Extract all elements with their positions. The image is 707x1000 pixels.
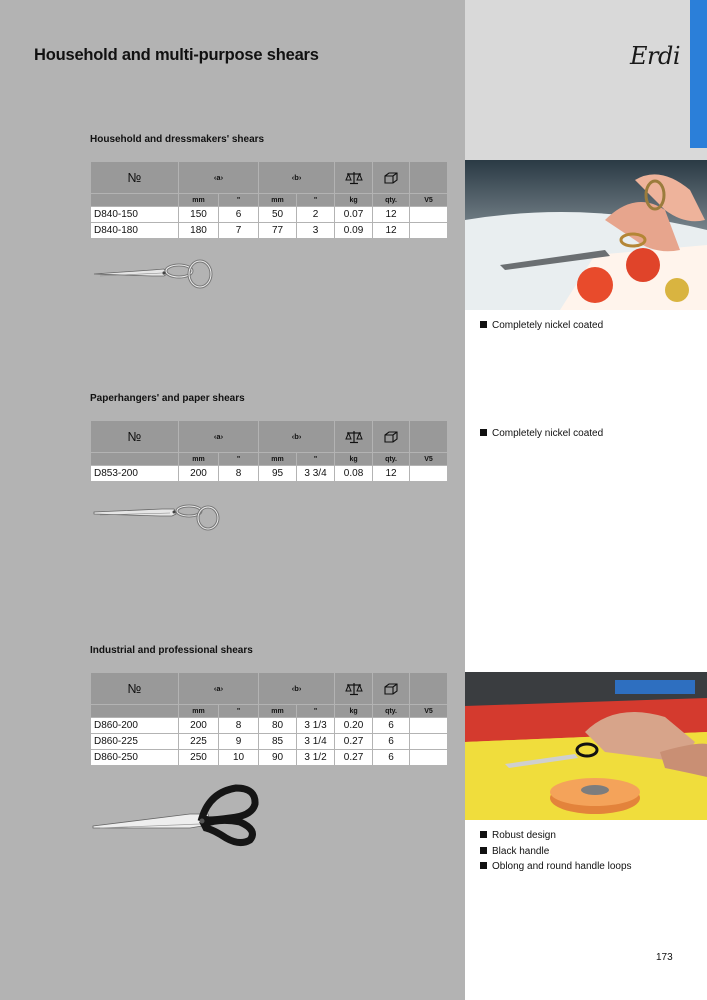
table-row[interactable] <box>91 207 448 223</box>
box-icon <box>373 162 410 194</box>
dimension-b-header: ‹b› <box>259 421 335 453</box>
dimension-a-header: ‹a› <box>179 162 259 194</box>
bullet-icon <box>480 831 487 838</box>
a-inch: 7 <box>219 223 259 239</box>
v5-cell <box>410 734 448 750</box>
b-inch: 3 1/2 <box>297 750 335 766</box>
a-mm: 180 <box>179 223 219 239</box>
brand-logo: Erdi <box>630 42 681 70</box>
scale-icon <box>335 162 373 194</box>
units-blank <box>91 194 179 207</box>
a-inch: 9 <box>219 734 259 750</box>
b-inch: 3 1/4 <box>297 734 335 750</box>
weight-kg: 0.08 <box>335 466 373 482</box>
article-number: D860-250 <box>91 750 179 766</box>
box-icon <box>373 673 410 705</box>
unit-inch: " <box>297 705 335 718</box>
v5-header-blank <box>410 421 448 453</box>
b-mm: 90 <box>259 750 297 766</box>
spec-table <box>90 420 448 482</box>
article-number: D840-180 <box>91 223 179 239</box>
pack-qty: 12 <box>373 223 410 239</box>
v5-cell <box>410 750 448 766</box>
number-header: № <box>91 421 179 453</box>
b-inch: 3 3/4 <box>297 466 335 482</box>
a-mm: 200 <box>179 718 219 734</box>
b-mm: 77 <box>259 223 297 239</box>
b-inch: 3 1/3 <box>297 718 335 734</box>
a-mm: 150 <box>179 207 219 223</box>
table-row[interactable] <box>91 223 448 239</box>
section-title: Paperhangers' and paper shears <box>90 393 245 404</box>
weight-kg: 0.20 <box>335 718 373 734</box>
household-shears-image <box>92 252 217 294</box>
v5-cell <box>410 718 448 734</box>
bullet-icon <box>480 321 487 328</box>
unit-mm: mm <box>179 453 219 466</box>
table-row[interactable] <box>91 466 448 482</box>
table-row[interactable] <box>91 734 448 750</box>
industrial-shears-image <box>90 778 262 848</box>
b-mm: 80 <box>259 718 297 734</box>
page-number: 173 <box>656 952 673 963</box>
units-blank <box>91 453 179 466</box>
section-title: Household and dressmakers' shears <box>90 134 265 145</box>
dimension-a-header: ‹a› <box>179 673 259 705</box>
unit-inch: " <box>297 194 335 207</box>
unit-mm: mm <box>259 453 297 466</box>
box-icon <box>373 421 410 453</box>
unit-mm: mm <box>179 194 219 207</box>
unit-inch: " <box>219 705 259 718</box>
article-number: D860-200 <box>91 718 179 734</box>
b-mm: 95 <box>259 466 297 482</box>
number-header: № <box>91 162 179 194</box>
pack-qty: 6 <box>373 734 410 750</box>
feature-item: Completely nickel coated <box>480 318 603 334</box>
unit-v5: V5 <box>410 453 448 466</box>
dimension-a-header: ‹a› <box>179 421 259 453</box>
product-photo-industrial <box>465 672 707 820</box>
bullet-icon <box>480 429 487 436</box>
unit-mm: mm <box>259 705 297 718</box>
article-number: D860-225 <box>91 734 179 750</box>
feature-list <box>480 426 603 442</box>
article-number: D840-150 <box>91 207 179 223</box>
spec-table <box>90 672 448 766</box>
v5-cell <box>410 207 448 223</box>
feature-list <box>480 828 632 875</box>
b-inch: 2 <box>297 207 335 223</box>
feature-item: Completely nickel coated <box>480 426 603 442</box>
pack-qty: 6 <box>373 718 410 734</box>
weight-kg: 0.27 <box>335 734 373 750</box>
section-title: Industrial and professional shears <box>90 645 253 656</box>
unit-v5: V5 <box>410 705 448 718</box>
b-mm: 50 <box>259 207 297 223</box>
bullet-icon <box>480 847 487 854</box>
spec-table <box>90 161 448 239</box>
b-inch: 3 <box>297 223 335 239</box>
feature-item: Black handle <box>480 844 632 860</box>
header-side-panel <box>465 0 707 160</box>
pack-qty: 12 <box>373 207 410 223</box>
page-title: Household and multi-purpose shears <box>34 46 319 64</box>
a-inch: 6 <box>219 207 259 223</box>
bullet-icon <box>480 862 487 869</box>
scale-icon <box>335 673 373 705</box>
feature-item: Robust design <box>480 828 632 844</box>
a-mm: 200 <box>179 466 219 482</box>
unit-kg: kg <box>335 453 373 466</box>
a-inch: 8 <box>219 718 259 734</box>
pack-qty: 6 <box>373 750 410 766</box>
a-mm: 250 <box>179 750 219 766</box>
pack-qty: 12 <box>373 466 410 482</box>
product-photo-sewing <box>465 160 707 310</box>
v5-cell <box>410 466 448 482</box>
chapter-tab[interactable] <box>690 0 707 148</box>
weight-kg: 0.07 <box>335 207 373 223</box>
unit-inch: " <box>297 453 335 466</box>
a-mm: 225 <box>179 734 219 750</box>
weight-kg: 0.09 <box>335 223 373 239</box>
unit-qty: qty. <box>373 705 410 718</box>
number-header: № <box>91 673 179 705</box>
b-mm: 85 <box>259 734 297 750</box>
unit-qty: qty. <box>373 453 410 466</box>
paper-shears-image <box>92 498 222 532</box>
v5-cell <box>410 223 448 239</box>
unit-v5: V5 <box>410 194 448 207</box>
unit-inch: " <box>219 194 259 207</box>
v5-header-blank <box>410 162 448 194</box>
table-row[interactable] <box>91 718 448 734</box>
a-inch: 8 <box>219 466 259 482</box>
unit-kg: kg <box>335 705 373 718</box>
v5-header-blank <box>410 673 448 705</box>
unit-inch: " <box>219 453 259 466</box>
feature-item: Oblong and round handle loops <box>480 859 632 875</box>
article-number: D853-200 <box>91 466 179 482</box>
dimension-b-header: ‹b› <box>259 162 335 194</box>
a-inch: 10 <box>219 750 259 766</box>
unit-qty: qty. <box>373 194 410 207</box>
scale-icon <box>335 421 373 453</box>
unit-mm: mm <box>259 194 297 207</box>
unit-mm: mm <box>179 705 219 718</box>
weight-kg: 0.27 <box>335 750 373 766</box>
feature-list <box>480 318 603 334</box>
table-row[interactable] <box>91 750 448 766</box>
unit-kg: kg <box>335 194 373 207</box>
units-blank <box>91 705 179 718</box>
dimension-b-header: ‹b› <box>259 673 335 705</box>
